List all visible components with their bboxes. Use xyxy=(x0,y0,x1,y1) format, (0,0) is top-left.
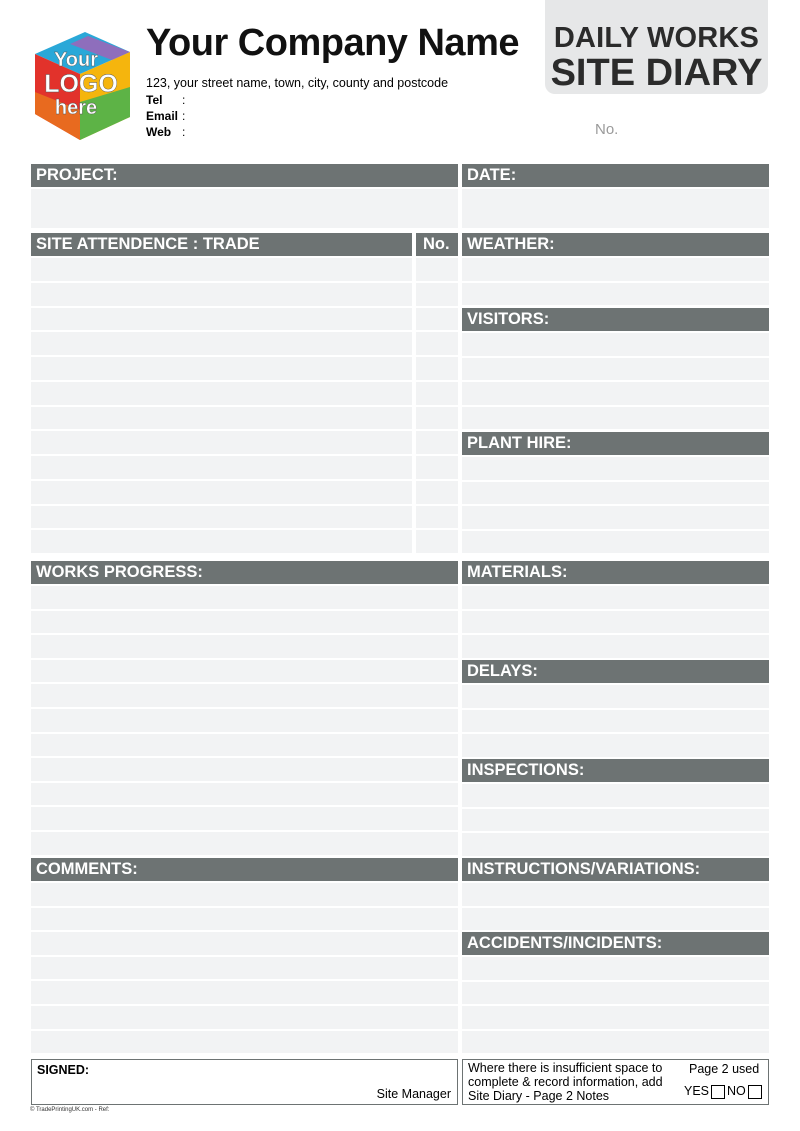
delays-header: DELAYS: xyxy=(462,660,769,683)
company-address: 123, your street name, town, city, county and postcode xyxy=(146,76,449,90)
attendance-no-cell[interactable] xyxy=(416,258,458,281)
writing-line[interactable] xyxy=(462,586,769,609)
attendance-trade-cell[interactable] xyxy=(31,530,412,553)
instructions-header: INSTRUCTIONS/VARIATIONS: xyxy=(462,858,769,881)
materials-header: MATERIALS: xyxy=(462,561,769,584)
logo-text-2: LOGO xyxy=(44,70,118,98)
writing-line[interactable] xyxy=(462,883,769,906)
writing-line[interactable] xyxy=(462,382,769,405)
inspections-field xyxy=(462,784,769,856)
plant-hire-header: PLANT HIRE: xyxy=(462,432,769,455)
no-option[interactable] xyxy=(727,1084,762,1099)
writing-line[interactable] xyxy=(462,358,769,381)
page2-note xyxy=(468,1061,663,1103)
writing-line[interactable] xyxy=(31,709,458,732)
logo-text-1: Your xyxy=(53,49,99,71)
attendance-trade-cell[interactable] xyxy=(31,332,412,355)
instructions-field xyxy=(462,883,769,931)
serial-number-label: No. xyxy=(595,121,619,138)
contact-label: Tel xyxy=(146,93,163,107)
plant-hire-field xyxy=(462,457,769,554)
writing-line[interactable] xyxy=(462,333,769,356)
page2-note-line: Site Diary - Page 2 Notes xyxy=(468,1089,610,1103)
attendance-trade-cell[interactable] xyxy=(31,456,412,479)
accidents-field xyxy=(462,957,769,1054)
attendance-no-cell[interactable] xyxy=(416,308,458,331)
yes-label: YES xyxy=(684,1084,710,1098)
page2-used-label: Page 2 used xyxy=(689,1062,760,1076)
writing-line[interactable] xyxy=(31,807,458,830)
writing-line[interactable] xyxy=(31,611,458,634)
date-header: DATE: xyxy=(462,164,769,187)
works-progress-header: WORKS PROGRESS: xyxy=(31,561,458,584)
attendance-trade-cell[interactable] xyxy=(31,506,412,529)
writing-line[interactable] xyxy=(462,635,769,658)
site-attendance-header: SITE ATTENDENCE : TRADE xyxy=(31,233,412,256)
writing-line[interactable] xyxy=(31,908,458,931)
project-field[interactable] xyxy=(31,189,458,228)
writing-line[interactable] xyxy=(31,981,458,1004)
form-title-line2: SITE DIARY xyxy=(550,52,763,94)
page2-note-line: Where there is insufficient space to xyxy=(468,1061,663,1075)
writing-line[interactable] xyxy=(31,586,458,609)
writing-line[interactable] xyxy=(462,283,769,306)
writing-line[interactable] xyxy=(31,734,458,757)
writing-line[interactable] xyxy=(31,660,458,683)
writing-line[interactable] xyxy=(31,932,458,955)
visitors-field xyxy=(462,333,769,430)
writing-line[interactable] xyxy=(462,685,769,708)
attendance-no-header: No. xyxy=(416,233,458,256)
delays-field xyxy=(462,685,769,757)
page2-notes-box xyxy=(462,1059,769,1105)
attendance-trade-cell[interactable] xyxy=(31,283,412,306)
company-name: Your Company Name xyxy=(146,22,519,64)
attendance-trade-cell[interactable] xyxy=(31,308,412,331)
comments-header: COMMENTS: xyxy=(31,858,458,881)
materials-field xyxy=(462,586,769,658)
date-field[interactable] xyxy=(462,189,769,228)
copyright-text: © TradePrintingUK.com - Ref: xyxy=(30,1107,110,1113)
writing-line[interactable] xyxy=(462,1006,769,1029)
yes-checkbox[interactable] xyxy=(711,1085,725,1099)
no-checkbox[interactable] xyxy=(748,1085,762,1099)
contact-label: Web xyxy=(146,125,172,139)
signed-label: SIGNED: xyxy=(37,1063,90,1077)
attendance-trade-cell[interactable] xyxy=(31,431,412,454)
attendance-trade-cell[interactable] xyxy=(31,407,412,430)
contact-email xyxy=(146,109,186,123)
writing-line[interactable] xyxy=(462,407,769,430)
weather-header: WEATHER: xyxy=(462,233,769,256)
contact-sep: : xyxy=(182,109,186,123)
writing-line[interactable] xyxy=(31,783,458,806)
contact-tel xyxy=(146,93,186,107)
writing-line[interactable] xyxy=(31,684,458,707)
writing-line[interactable] xyxy=(31,883,458,906)
writing-line[interactable] xyxy=(462,457,769,480)
company-logo xyxy=(30,32,132,140)
works-progress-field xyxy=(31,586,458,856)
writing-line[interactable] xyxy=(462,957,769,980)
attendance-trade-cell[interactable] xyxy=(31,382,412,405)
writing-line[interactable] xyxy=(31,957,458,980)
attendance-no-cell[interactable] xyxy=(416,407,458,430)
writing-line[interactable] xyxy=(462,506,769,529)
signed-box[interactable] xyxy=(31,1059,458,1105)
attendance-trade-cell[interactable] xyxy=(31,481,412,504)
no-label: NO xyxy=(727,1084,746,1098)
logo-text-3: here xyxy=(54,97,98,119)
writing-line[interactable] xyxy=(31,832,458,855)
attendance-no-cell[interactable] xyxy=(416,332,458,355)
writing-line[interactable] xyxy=(462,710,769,733)
attendance-trade-cell[interactable] xyxy=(31,357,412,380)
page2-note-line: complete & record information, add xyxy=(468,1075,663,1089)
contact-label: Email xyxy=(146,109,179,123)
attendance-no-cell[interactable] xyxy=(416,481,458,504)
writing-line[interactable] xyxy=(462,982,769,1005)
yes-option[interactable] xyxy=(684,1084,725,1099)
writing-line[interactable] xyxy=(462,611,769,634)
accidents-header: ACCIDENTS/INCIDENTS: xyxy=(462,932,769,955)
writing-line[interactable] xyxy=(462,258,769,281)
writing-line[interactable] xyxy=(462,784,769,807)
writing-line[interactable] xyxy=(462,833,769,856)
attendance-no-cell[interactable] xyxy=(416,357,458,380)
site-attendance-table xyxy=(31,258,458,555)
writing-line[interactable] xyxy=(31,758,458,781)
form-title-line1: DAILY WORKS xyxy=(553,22,760,54)
writing-line[interactable] xyxy=(31,1006,458,1029)
project-header: PROJECT: xyxy=(31,164,458,187)
attendance-no-cell[interactable] xyxy=(416,431,458,454)
writing-line[interactable] xyxy=(462,531,769,554)
writing-line[interactable] xyxy=(462,1031,769,1054)
attendance-no-cell[interactable] xyxy=(416,530,458,553)
writing-line[interactable] xyxy=(462,482,769,505)
comments-field xyxy=(31,883,458,1054)
contact-web xyxy=(146,125,186,139)
contact-sep: : xyxy=(182,93,186,107)
writing-line[interactable] xyxy=(31,635,458,658)
writing-line[interactable] xyxy=(462,908,769,931)
inspections-header: INSPECTIONS: xyxy=(462,759,769,782)
attendance-no-cell[interactable] xyxy=(416,456,458,479)
visitors-header: VISITORS: xyxy=(462,308,769,331)
writing-line[interactable] xyxy=(31,1031,458,1054)
writing-line[interactable] xyxy=(462,809,769,832)
attendance-no-cell[interactable] xyxy=(416,283,458,306)
attendance-no-cell[interactable] xyxy=(416,382,458,405)
site-manager-label: Site Manager xyxy=(376,1087,451,1101)
attendance-no-cell[interactable] xyxy=(416,506,458,529)
attendance-trade-cell[interactable] xyxy=(31,258,412,281)
weather-field xyxy=(462,258,769,306)
contact-sep: : xyxy=(182,125,186,139)
writing-line[interactable] xyxy=(462,734,769,757)
